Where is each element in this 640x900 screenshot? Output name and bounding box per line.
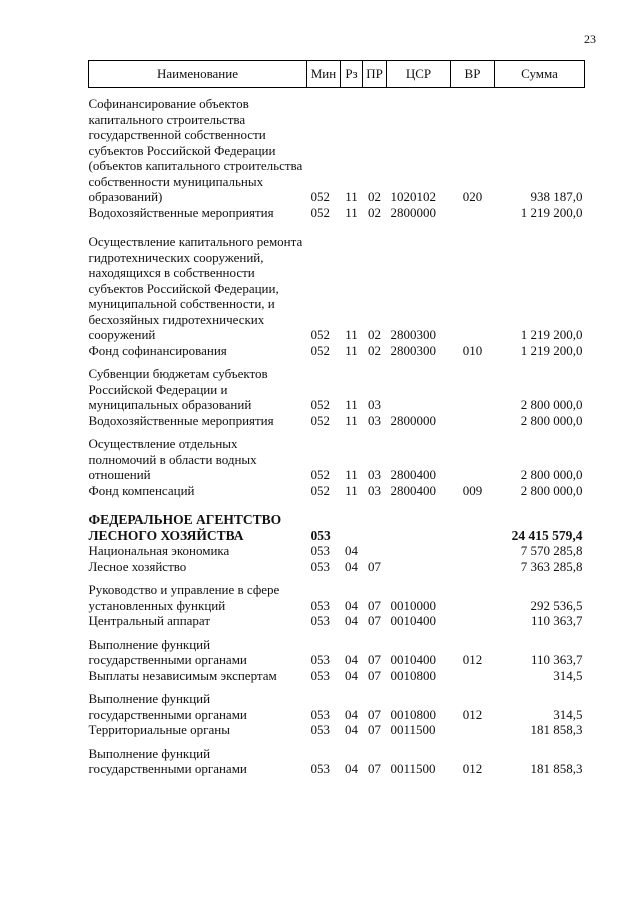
table-row (89, 582, 585, 613)
row-vr (451, 205, 495, 221)
row-sum: 1 219 200,0 (520, 327, 583, 342)
row-min: 053 (310, 652, 330, 667)
row-sum: 7 570 285,8 (520, 543, 583, 558)
row-vr (451, 613, 495, 629)
row-rz: 11 (345, 397, 358, 412)
row-pr: 07 (368, 652, 381, 667)
table-row-agency (89, 512, 585, 543)
row-rz (341, 512, 363, 543)
row-min: 053 (310, 722, 330, 737)
row-sum: 181 858,3 (530, 761, 583, 776)
row-name: Выполнение функций государственными органами (88, 636, 247, 667)
row-name: ФЕДЕРАЛЬНОЕ АГЕНТСТВО ЛЕСНОГО ХОЗЯЙСТВА (88, 512, 282, 543)
row-rz: 11 (345, 189, 358, 204)
row-csr: 2800000 (390, 412, 436, 428)
row-sum: 2 800 000,0 (520, 412, 583, 428)
row-rz: 11 (345, 327, 358, 342)
row-rz: 04 (345, 597, 358, 613)
row-rz: 04 (345, 613, 358, 628)
row-name: Субвенции бюджетам субъектов Российской Федерации и муниципальных образований (88, 366, 268, 412)
row-name: Лесное хозяйство (88, 558, 187, 574)
row-csr: 0011500 (390, 722, 436, 737)
row-min: 053 (310, 761, 330, 776)
row-name: Водохозяйственные мероприятия (88, 204, 274, 220)
row-sum: 24 415 579,4 (511, 527, 583, 543)
row-sum: 110 363,7 (530, 652, 583, 667)
row-sum: 110 363,7 (530, 613, 583, 628)
row-name: Софинансирование объектов капитального строительства государственной собственности субъектов Российской Федерации (объектов капитального строительства собственности муниципальных образований) (88, 96, 303, 204)
row-vr (451, 436, 495, 483)
row-name: Выполнение функций государственными органами (88, 745, 247, 776)
table-row (89, 668, 585, 684)
table-row (89, 559, 585, 575)
row-pr: 02 (368, 189, 381, 204)
row-rz: 11 (345, 482, 358, 498)
page-number: 23 (584, 32, 596, 46)
row-min: 052 (310, 327, 330, 342)
row-min: 053 (310, 613, 330, 628)
header-rz: Рз (341, 61, 363, 88)
budget-table (88, 60, 585, 777)
row-csr: 2800000 (390, 204, 436, 220)
row-vr (451, 543, 495, 559)
row-rz: 04 (345, 761, 358, 776)
row-pr: 07 (368, 613, 381, 628)
header-csr: ЦСР (387, 61, 451, 88)
row-min: 053 (310, 558, 330, 574)
row-rz: 04 (345, 558, 358, 574)
row-sum: 2 800 000,0 (520, 482, 583, 498)
row-min: 052 (310, 189, 330, 204)
row-pr: 02 (368, 327, 381, 342)
row-name: Руководство и управление в сфере установленных функций (88, 582, 280, 613)
header-vr: ВР (451, 61, 495, 88)
row-csr (387, 559, 451, 575)
row-rz: 04 (345, 652, 358, 667)
row-rz: 11 (345, 204, 358, 220)
row-csr: 0010800 (390, 667, 436, 683)
table-row (89, 613, 585, 629)
table-row (89, 436, 585, 483)
row-name: Фонд софинансирования (88, 342, 227, 358)
table-header-row (89, 61, 585, 88)
row-pr: 03 (368, 467, 381, 482)
row-csr: 1020102 (390, 189, 436, 204)
row-pr: 02 (368, 342, 381, 358)
row-sum: 314,5 (553, 706, 583, 722)
row-csr: 0010400 (390, 613, 436, 628)
row-name: Водохозяйственные мероприятия (88, 412, 274, 428)
row-min: 053 (310, 597, 330, 613)
row-vr: 020 (462, 189, 483, 204)
row-min: 052 (310, 482, 330, 498)
row-name: Выплаты независимым экспертам (88, 667, 277, 683)
table-row (89, 96, 585, 205)
row-pr: 07 (368, 722, 381, 737)
row-sum: 2 800 000,0 (520, 467, 583, 482)
row-csr (387, 543, 451, 559)
row-pr: 03 (368, 397, 381, 412)
row-sum: 1 219 200,0 (520, 204, 583, 220)
row-vr (451, 512, 495, 543)
row-vr (451, 234, 495, 343)
row-pr (363, 512, 387, 543)
row-min: 053 (310, 706, 330, 722)
row-vr (451, 366, 495, 413)
row-pr: 02 (368, 204, 381, 220)
row-csr: 2800300 (390, 327, 436, 342)
row-vr (451, 722, 495, 738)
row-rz: 04 (345, 543, 358, 558)
row-csr (387, 366, 451, 413)
row-vr: 009 (462, 482, 483, 498)
row-csr (387, 512, 451, 543)
header-sum: Сумма (495, 61, 585, 88)
row-sum: 181 858,3 (530, 722, 583, 737)
row-vr: 012 (462, 706, 483, 722)
table-row (89, 691, 585, 722)
row-rz: 11 (345, 467, 358, 482)
row-vr (451, 559, 495, 575)
table-row (89, 722, 585, 738)
row-vr: 010 (462, 342, 483, 358)
row-csr: 0010800 (390, 706, 436, 722)
row-name: Фонд компенсаций (88, 482, 195, 498)
table-row (89, 413, 585, 429)
row-name: Территориальные органы (88, 722, 230, 737)
row-name: Национальная экономика (88, 543, 230, 558)
row-vr (451, 668, 495, 684)
table-row (89, 483, 585, 499)
row-rz: 04 (345, 706, 358, 722)
row-min: 052 (310, 412, 330, 428)
table-row (89, 234, 585, 343)
header-min: Мин (307, 61, 341, 88)
row-vr: 012 (462, 652, 483, 667)
table-row (89, 366, 585, 413)
row-name: Центральный аппарат (88, 613, 211, 628)
row-min: 052 (310, 467, 330, 482)
row-vr (451, 413, 495, 429)
row-pr: 07 (368, 597, 381, 613)
row-vr: 012 (462, 761, 483, 776)
row-pr: 07 (368, 761, 381, 776)
row-pr: 07 (368, 667, 381, 683)
row-name: Осуществление отдельных полномочий в области водных отношений (88, 436, 257, 482)
row-rz: 11 (345, 342, 358, 358)
table-row (89, 746, 585, 777)
row-pr: 07 (368, 706, 381, 722)
row-sum: 7 363 285,8 (520, 558, 583, 574)
row-sum: 938 187,0 (530, 189, 583, 204)
row-min: 053 (310, 543, 330, 558)
row-sum: 2 800 000,0 (520, 397, 583, 412)
row-rz: 11 (345, 412, 358, 428)
row-rz: 04 (345, 667, 358, 683)
row-csr: 2800400 (390, 482, 436, 498)
row-rz: 04 (345, 722, 358, 737)
table-row (89, 637, 585, 668)
row-pr: 03 (368, 412, 381, 428)
table-row (89, 343, 585, 359)
header-name: Наименование (89, 61, 307, 88)
row-csr: 0011500 (390, 761, 436, 776)
row-name: Осуществление капитального ремонта гидротехнических сооружений, находящихся в собственности субъектов Российской Федерации, муниципальной собственности, и бесхозяйных гидротехнических сооружений (88, 234, 303, 342)
row-sum: 314,5 (553, 667, 583, 683)
row-min: 052 (310, 397, 330, 412)
row-pr (363, 543, 387, 559)
row-csr: 0010000 (390, 597, 436, 613)
header-pr: ПР (363, 61, 387, 88)
row-csr: 2800400 (390, 467, 436, 482)
row-pr: 03 (368, 482, 381, 498)
row-min: 053 (310, 527, 331, 543)
row-min: 052 (310, 342, 330, 358)
row-sum: 292 536,5 (530, 597, 583, 613)
row-csr: 0010400 (390, 652, 436, 667)
row-min: 052 (310, 204, 330, 220)
row-min: 053 (310, 667, 330, 683)
row-csr: 2800300 (390, 342, 436, 358)
row-vr (451, 582, 495, 613)
row-pr: 07 (368, 558, 381, 574)
table-row (89, 543, 585, 559)
row-sum: 1 219 200,0 (520, 342, 583, 358)
table-row (89, 205, 585, 221)
row-name: Выполнение функций государственными органами (88, 691, 247, 722)
